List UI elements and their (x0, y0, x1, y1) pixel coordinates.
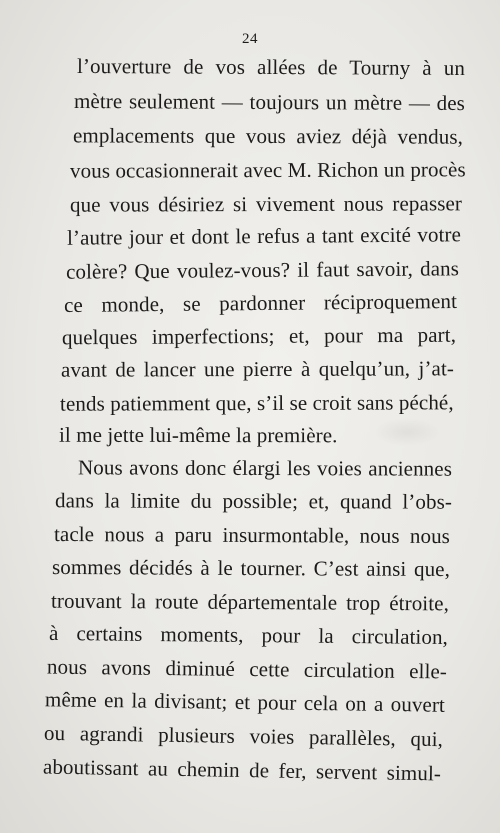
text-line: aboutissant au chemin de fer, servent simul- (42, 754, 442, 786)
text-line: tends patiemment que, s’il se croit sans péché, (59, 390, 454, 416)
text-line: ce monde, se pardonner réciproquement (63, 288, 458, 318)
text-line: avant de lancer une pierre à quelqu’un, j’at- (60, 356, 455, 382)
text-line: il me jette lui-même la première. (58, 422, 338, 448)
text-line: sommes décidés à le tourner. C’est ainsi que, (51, 554, 451, 582)
text-line: l’autre jour et dont le refus a tant excité votre (66, 222, 462, 250)
text-line: vous occasionnerait avec M. Richon un procès (69, 157, 466, 183)
page-number: 24 (242, 31, 258, 47)
text-line: Nous avons donc élargi les voies anciennes (77, 455, 453, 481)
text-line: tacle nous a paru insurmontable, nous nous (53, 521, 451, 549)
text-line: trouvant la route départementale trop étroite, (50, 588, 450, 616)
ink-bleed-through (372, 418, 442, 446)
text-line: ou agrandi plusieurs voies parallèles, qui, (43, 720, 444, 752)
text-line: mètre seulement — toujours un mètre — des (73, 88, 466, 116)
text-line: dans la limite du possible; et, quand l’obs- (54, 488, 453, 514)
text-line: à certains moments, pour la circulation, (48, 620, 449, 650)
text-line: même en la divisant; et pour cela on a ouvert (44, 687, 446, 717)
text-line: nous avons diminué cette circulation elle- (46, 654, 448, 684)
text-line: colère? Que voulez-vous? il faut savoir, dans (65, 256, 460, 284)
text-line: que vous désiriez si vivement nous repasser (69, 191, 463, 217)
text-line: l’ouverture de vos allées de Tourny à un (76, 53, 466, 81)
text-line: emplacements que vous aviez déjà vendus, (72, 123, 464, 149)
text-line: quelques imperfections; et, pour ma part, (61, 322, 457, 350)
